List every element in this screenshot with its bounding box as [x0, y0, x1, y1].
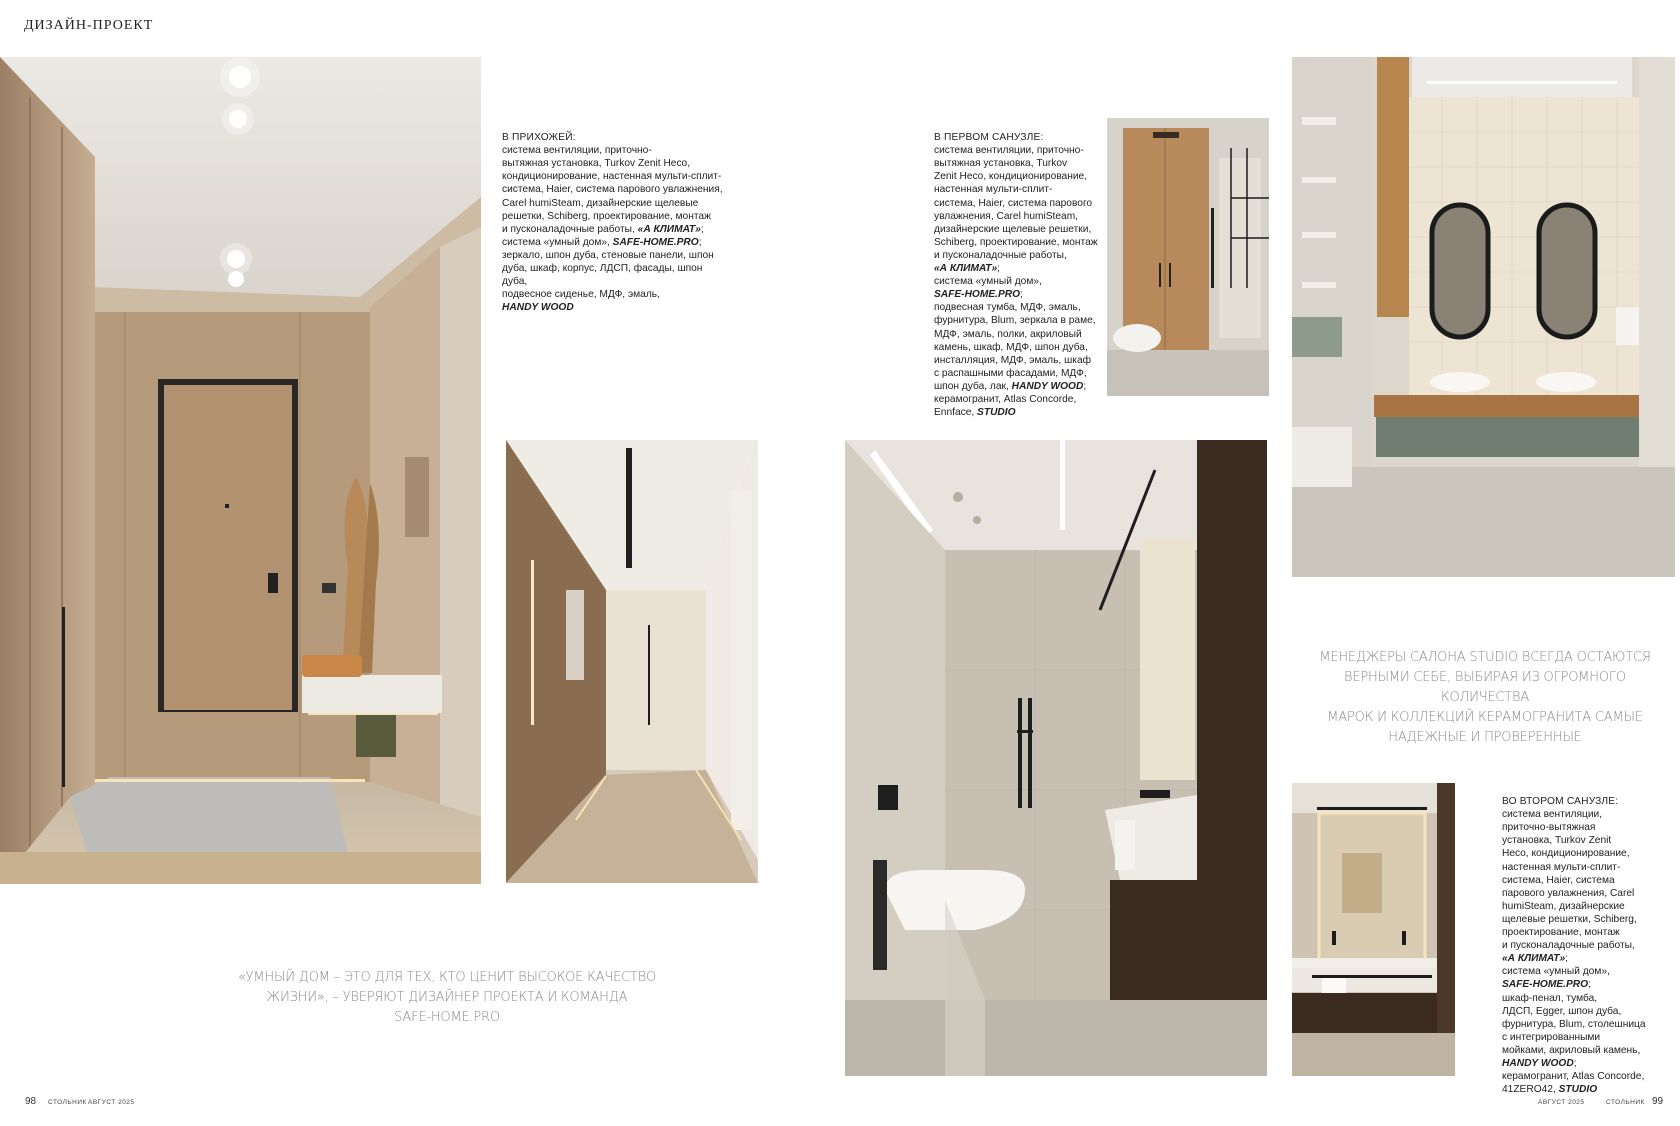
pull-quote-right-line-2: ВЕРНЫМИ СЕБЕ, ВЫБИРАЯ ИЗ ОГРОМНОГО КОЛИЧЕСТВА	[1344, 670, 1626, 705]
pull-quote-left-line-2: ЖИЗНИ», – УВЕРЯЮТ ДИЗАЙНЕР ПРОЕКТА И КОМАНДА	[266, 990, 628, 1005]
caption-hallway-heading: В ПРИХОЖЕЙ:	[502, 132, 576, 144]
caption-hallway-brand-safehome: SAFE-HOME.PRO	[612, 236, 699, 248]
photo-corridor	[506, 440, 758, 883]
pull-quote-left-line-1: «УМНЫЙ ДОМ – ЭТО ДЛЯ ТЕХ, КТО ЦЕНИТ ВЫСОКОЕ КАЧЕСТВО	[237, 970, 657, 985]
caption-hallway-text-3: ; зеркало, шпон дуба, стеновые панели, шпон дуба, шкаф, корпус, ЛДСП, фасады, шпон дуба, подвесное сиденье, МДФ, эмаль,	[502, 236, 714, 301]
photo-bathroom-double-vanity	[1292, 57, 1675, 577]
pull-quote-left	[227, 968, 667, 1028]
footer-magazine-right: СТОЛЬНИК	[1606, 1099, 1645, 1106]
caption-b1-text-2: ; система «умный дом»,	[934, 263, 1042, 288]
caption-hallway-brand-aklimat: «А КЛИМАТ»	[637, 223, 701, 235]
caption-b2-brand-safehome: SAFE-HOME.PRO	[1502, 979, 1589, 991]
caption-b1-text-3: ; подвесная тумба, МДФ, эмаль, фурнитура, Blum, зеркала в раме, МДФ, эмаль, полки, акриловый камень, шкаф, МДФ, шпон дуба, инсталляция, МДФ, эмаль, шкаф с распашными фасадами, МДФ, шпон дуба, лак,	[934, 289, 1096, 392]
caption-bathroom-1-heading: В ПЕРВОМ САНУЗЛЕ:	[934, 132, 1044, 144]
caption-bathroom-1	[934, 118, 1104, 419]
photo-hallway-entry	[0, 57, 481, 884]
caption-b2-text-1: система вентиляции, приточно-вытяжная установка, Turkov Zenit Heco, кондиционирование, настенная мульти-сплит- система, Haier, система парового увлажнения, Carel humiSteam, дизайнерские щелевые решетки, Schiberg, проектирование, монтаж и пусконаладочные работы,	[1502, 809, 1637, 952]
caption-hallway	[502, 118, 727, 314]
page-number-left: 98	[25, 1096, 37, 1107]
caption-hallway-brand-handywood: HANDY WOOD	[502, 302, 574, 314]
caption-b1-brand-handywood: HANDY WOOD	[1011, 380, 1084, 392]
pull-quote-left-line-3: SAFE-HOME.PRO	[394, 1010, 500, 1025]
pull-quote-right-line-1: МЕНЕДЖЕРЫ САЛОНА STUDIO ВСЕГДА ОСТАЮТСЯ	[1319, 650, 1651, 665]
caption-b2-text-3: ; шкаф-пенал, тумба, ЛДСП, Egger, шпон дуба, фурнитура, Blum, столешница с интегрированными мойками, акриловый камень,	[1502, 979, 1646, 1056]
caption-b2-brand-aklimat: «А КЛИМАТ»	[1502, 953, 1566, 965]
caption-b1-text-4: ; керамогранит, Atlas Concorde, Ennface,	[934, 380, 1087, 419]
caption-b2-text-2: ; система «умный дом»,	[1502, 953, 1610, 978]
caption-b2-brand-handywood: HANDY WOOD	[1502, 1057, 1574, 1069]
caption-hallway-text-1: система вентиляции, приточно- вытяжная установка, Turkov Zenit Heco, кондиционирование, настенная мульти-сплит- система, Haier, система парового увлажнения, Carel humiSteam, дизайнерские щелевые решетки, Schiberg, проектирование, монтаж и пусконаладочные работы,	[502, 145, 723, 235]
photo-bathroom-wardrobe	[1107, 118, 1269, 396]
page-number-right: 99	[1652, 1096, 1664, 1107]
caption-hallway-text-2: ; система «умный дом»,	[502, 223, 704, 248]
caption-b1-text-1: система вентиляции, приточно- вытяжная установка, Turkov Zenit Heco, кондиционирование, настенная мульти-сплит- система, Haier, система парового увлажнения, Carel humiSteam, дизайнерские щелевые решетки, Schiberg, проектирование, монтаж и пусконаладочные работы,	[934, 145, 1098, 261]
caption-b1-brand-safehome: SAFE-HOME.PRO	[934, 289, 1021, 301]
section-label: ДИЗАЙН-ПРОЕКТ	[24, 18, 154, 33]
footer-issue-left: АВГУСТ 2025	[88, 1099, 135, 1106]
pull-quote-right-line-3: МАРОК И КОЛЛЕКЦИЙ КЕРАМОГРАНИТА САМЫЕ	[1327, 710, 1643, 725]
photo-bathroom-second	[1292, 783, 1455, 1076]
caption-b1-brand-studio: STUDIO	[977, 407, 1016, 419]
caption-bathroom-2-heading: ВО ВТОРОМ САНУЗЛЕ:	[1502, 796, 1619, 808]
caption-b2-text-4: ; керамогранит, Atlas Concorde, 41ZERO42,	[1502, 1057, 1645, 1096]
photo-bathroom-shower	[845, 440, 1267, 1076]
caption-b2-brand-studio: STUDIO	[1558, 1084, 1598, 1096]
caption-b1-brand-aklimat: «А КЛИМАТ»	[934, 263, 998, 275]
pull-quote-right	[1300, 648, 1670, 748]
pull-quote-right-line-4: НАДЕЖНЫЕ И ПРОВЕРЕННЫЕ	[1388, 730, 1582, 745]
caption-bathroom-2	[1502, 782, 1677, 1096]
footer-issue-right: АВГУСТ 2025	[1538, 1099, 1585, 1106]
footer-magazine-left: СТОЛЬНИК	[48, 1099, 87, 1106]
